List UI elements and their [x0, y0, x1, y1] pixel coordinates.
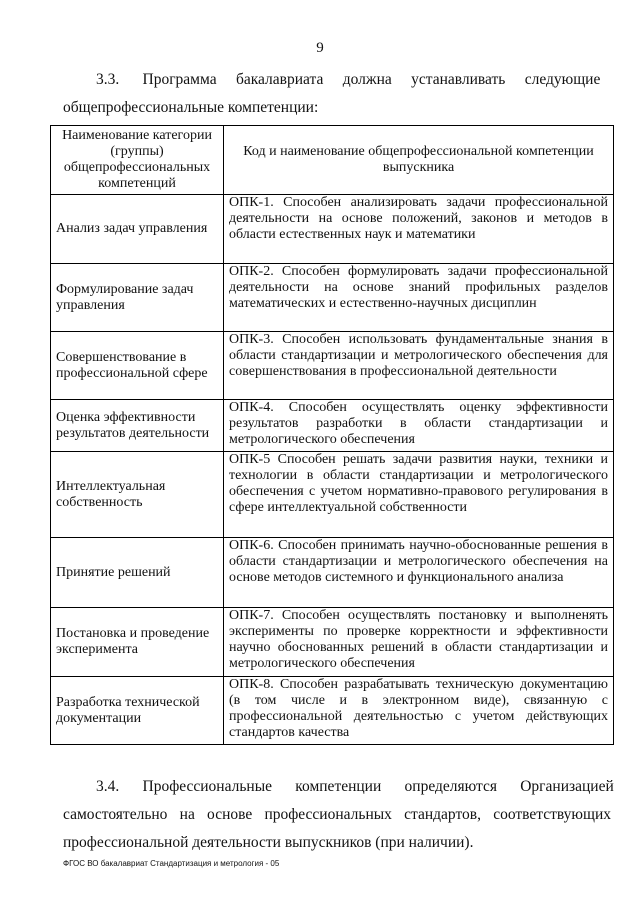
competence-cell: ОПК-2. Способен формулировать задачи профессиональной деятельности на основе знаний профильных разделов математических и естественно-научных дисциплин [224, 264, 614, 332]
competencies-table [50, 125, 614, 745]
table-row [51, 400, 614, 452]
table-row [51, 677, 614, 745]
section-3-4-line-3: профессиональной деятельности выпускников (при наличии). [63, 834, 474, 851]
section-3-3-paragraph [63, 66, 611, 122]
competence-cell: ОПК-6. Способен принимать научно-обоснованные решения в области стандартизации и метрологического обеспечения на основе методов системного и функционального анализа [224, 538, 614, 608]
table-row [51, 195, 614, 264]
competence-cell: ОПК-5 Способен решать задачи развития науки, техники и технологии в области стандартизации и метрологического обеспечения с учетом нормативно-правового регулирования в сфере интеллектуальной собственности [224, 452, 614, 538]
competence-cell: ОПК-7. Способен осуществлять постановку и выполненять эксперименты по проверке корректности и эффективности научно обоснованных решений в области стандартизации и метрологического обеспечения [224, 608, 614, 677]
category-cell: Оценка эффективности результатов деятельности [51, 400, 224, 452]
header-category: Наименование категории (группы) общепрофессиональных компетенций [51, 126, 224, 195]
section-3-4-line-1: 3.4. Профессиональные компетенции определяются Организацией [96, 778, 614, 795]
category-cell: Анализ задач управления [51, 195, 224, 264]
table-row [51, 452, 614, 538]
section-3-3-line-2: общепрофессиональные компетенции: [63, 99, 319, 116]
section-3-4-paragraph [63, 773, 614, 857]
category-cell: Интеллектуальная собственность [51, 452, 224, 538]
table-row [51, 332, 614, 400]
category-cell: Формулирование задач управления [51, 264, 224, 332]
competence-cell: ОПК-3. Способен использовать фундаментальные знания в области стандартизации и метрологического обеспечения для совершенствования в профессиональной деятельности [224, 332, 614, 400]
table-row [51, 538, 614, 608]
table-row [51, 608, 614, 677]
competence-cell: ОПК-1. Способен анализировать задачи профессиональной деятельности на основе положений, законов и методов в области естественных наук и математики [224, 195, 614, 264]
footer-note: ФГОС ВО бакалавриат Стандартизация и метрология - 05 [63, 859, 280, 868]
category-cell: Совершенствование в профессиональной сфере [51, 332, 224, 400]
page-number: 9 [316, 40, 324, 56]
table-header-row [51, 126, 614, 195]
table-row [51, 264, 614, 332]
section-3-4-line-2: самостоятельно на основе профессиональных стандартов, соответствующих [63, 806, 611, 823]
competence-cell: ОПК-8. Способен разрабатывать техническую документацию (в том числе и в электронном виде), связанную с профессиональной деятельностью с учетом действующих стандартов качества [224, 677, 614, 745]
competence-cell: ОПК-4. Способен осуществлять оценку эффективности результатов разработки в области стандартизации и метрологического обеспечения [224, 400, 614, 452]
header-code: Код и наименование общепрофессиональной компетенции выпускника [224, 126, 614, 195]
category-cell: Принятие решений [51, 538, 224, 608]
category-cell: Постановка и проведение эксперимента [51, 608, 224, 677]
section-3-3-line-1: 3.3. Программа бакалавриата должна устанавливать следующие [96, 71, 601, 88]
category-cell: Разработка технической документации [51, 677, 224, 745]
